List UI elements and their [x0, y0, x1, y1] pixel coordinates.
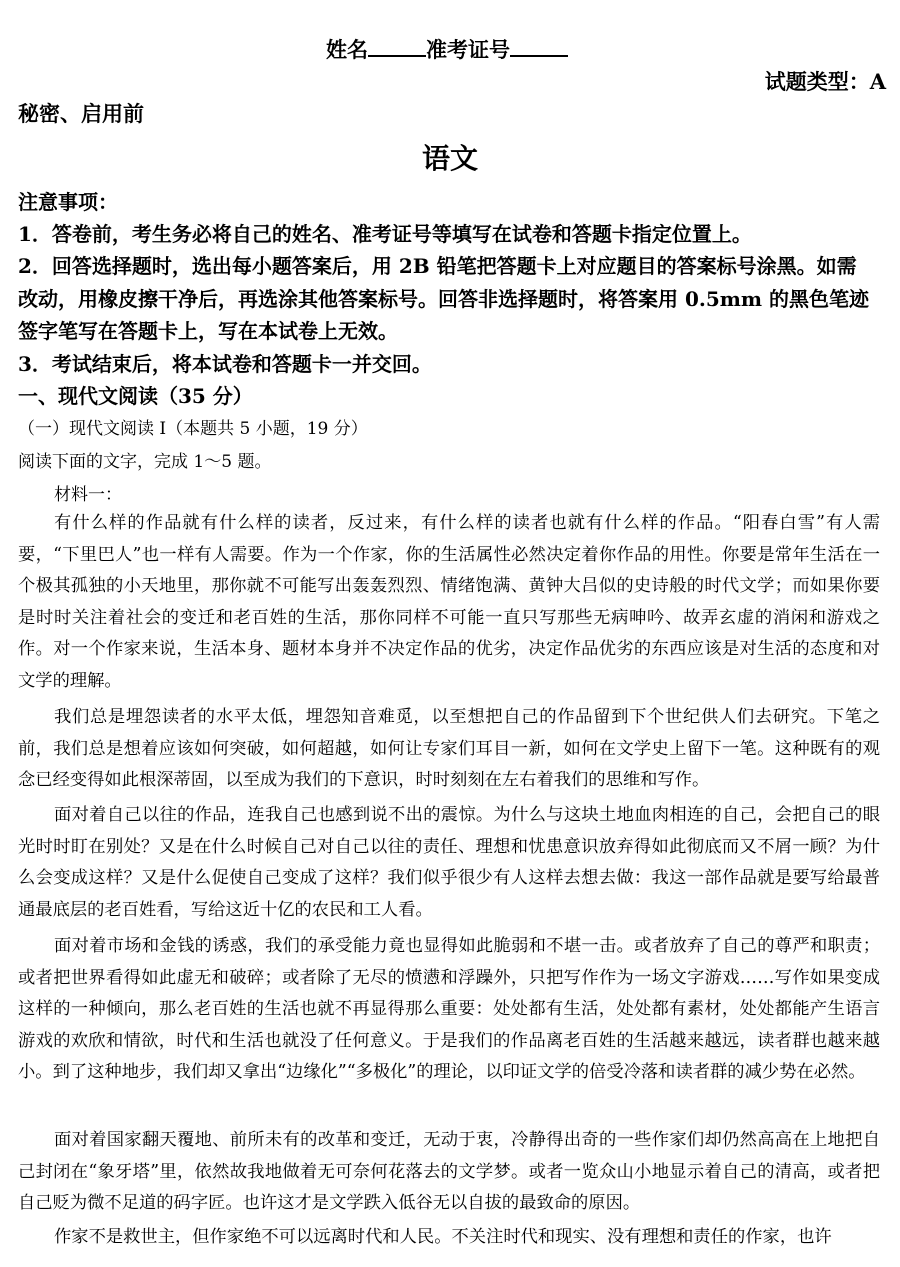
section-subtitle: （一）现代文阅读 I（本题共 5 小题，19 分） [18, 419, 368, 439]
reading-instruction: 阅读下面的文字，完成 1～5 题。 [18, 452, 272, 472]
section-title: 一、现代文阅读（35 分） [18, 384, 253, 408]
notice-item-2-line-3: 签字笔写在答题卡上，写在本试卷上无效。 [18, 319, 398, 343]
name-blank[interactable] [368, 37, 426, 57]
notice-item-2-line-2: 改动，用橡皮擦干净后，再选涂其他答案标号。回答非选择题时，将答案用 0.5mm 的黑色笔迹 [18, 287, 870, 311]
material-label: 材料一： [54, 485, 122, 505]
notice-item-3: 3．考试结束后，将本试卷和答题卡一并交回。 [18, 352, 432, 376]
notice-title: 注意事项： [18, 190, 118, 214]
confidential-label: 秘密、启用前 [18, 101, 144, 126]
paragraph: 作家不是救世主，但作家绝不可以远离时代和人民。不关注时代和现实、没有理想和责任的作家，也许 [54, 1227, 832, 1247]
exam-id-blank[interactable] [510, 37, 568, 57]
paragraph: 面对着国家翻天覆地、前所未有的改革和变迁，无动于衷，冷静得出奇的一些作家们却仍然高高在上地把自己封闭在“象牙塔”里，依然故我地做着无可奈何花落去的文学梦。或者一览众山小地显示着自己的清高，或者把自己贬为微不足道的码字匠。也许这才是文学跌入低谷无以自拔的最致命的原因。 [18, 1130, 880, 1214]
notice-item-1: 1．答卷前，考生务必将自己的姓名、准考证号等填写在试卷和答题卡指定位置上。 [18, 222, 752, 246]
notice-item-2-line-1: 2．回答选择题时，选出每小题答案后，用 2B 铅笔把答题卡上对应题目的答案标号涂黑。如需 [18, 254, 857, 278]
exam-id-label: 准考证号 [426, 37, 510, 62]
name-label: 姓名 [326, 37, 368, 62]
paper-type: 试题类型：A [764, 69, 886, 94]
paragraph: 有什么样的作品就有什么样的读者，反过来，有什么样的读者也就有什么样的作品。“阳春白雪”有人需要，“下里巴人”也一样有人需要。作为一个作家，你的生活属性必然决定着你作品的用性。你要是常年生活在一个极其孤独的小天地里，那你就不可能写出轰轰烈烈、情绪饱满、黄钟大吕似的史诗般的时代文学；而如果你要是时时关注着社会的变迁和老百姓的生活，那你同样不可能一直只写那些无病呻吟、故弄玄虚的消闲和游戏之作。对一个作家来说，生活本身、题材本身并不决定作品的优劣，决定作品优劣的东西应该是对生活的态度和对文学的理解。 [18, 513, 880, 691]
subject-title: 语文 [421, 142, 478, 175]
paragraph: 我们总是埋怨读者的水平太低，埋怨知音难觅，以至想把自己的作品留到下个世纪供人们去研究。下笔之前，我们总是想着应该如何突破，如何超越，如何让专家们耳目一新，如何在文学史上留下一笔。这种既有的观念已经变得如此根深蒂固，以至成为我们的下意识，时时刻刻在左右着我们的思维和写作。 [18, 707, 880, 791]
paragraph: 面对着市场和金钱的诱惑，我们的承受能力竟也显得如此脆弱和不堪一击。或者放弃了自己的尊严和职责；或者把世界看得如此虚无和破碎；或者除了无尽的愤懑和浮躁外，只把写作作为一场文字游戏……写作如果变成这样的一种倾向，那么老百姓的生活也就不再显得那么重要：处处都有生活，处处都有素材，处处都能产生语言游戏的欢欣和情欲，时代和生活也就没了任何意义。于是我们的作品离老百姓的生活越来越远，读者群也越来越小。到了这种地步，我们却又拿出“边缘化”“多极化”的理论，以印证文学的倍受冷落和读者群的减少势在必然。 [18, 936, 880, 1083]
paragraph: 面对着自己以往的作品，连我自己也感到说不出的震惊。为什么与这块土地血肉相连的自己，会把自己的眼光时时盯在别处？又是在什么时候自己对自己以往的责任、理想和忧患意识放弃得如此彻底而又不屑一顾？为什么会变成这样？又是什么促使自己变成了这样？我们似乎很少有人这样去想去做：我这一部作品就是要写给最普通最底层的老百姓看，写给这近十亿的农民和工人看。 [18, 805, 880, 920]
name-field [326, 34, 568, 64]
